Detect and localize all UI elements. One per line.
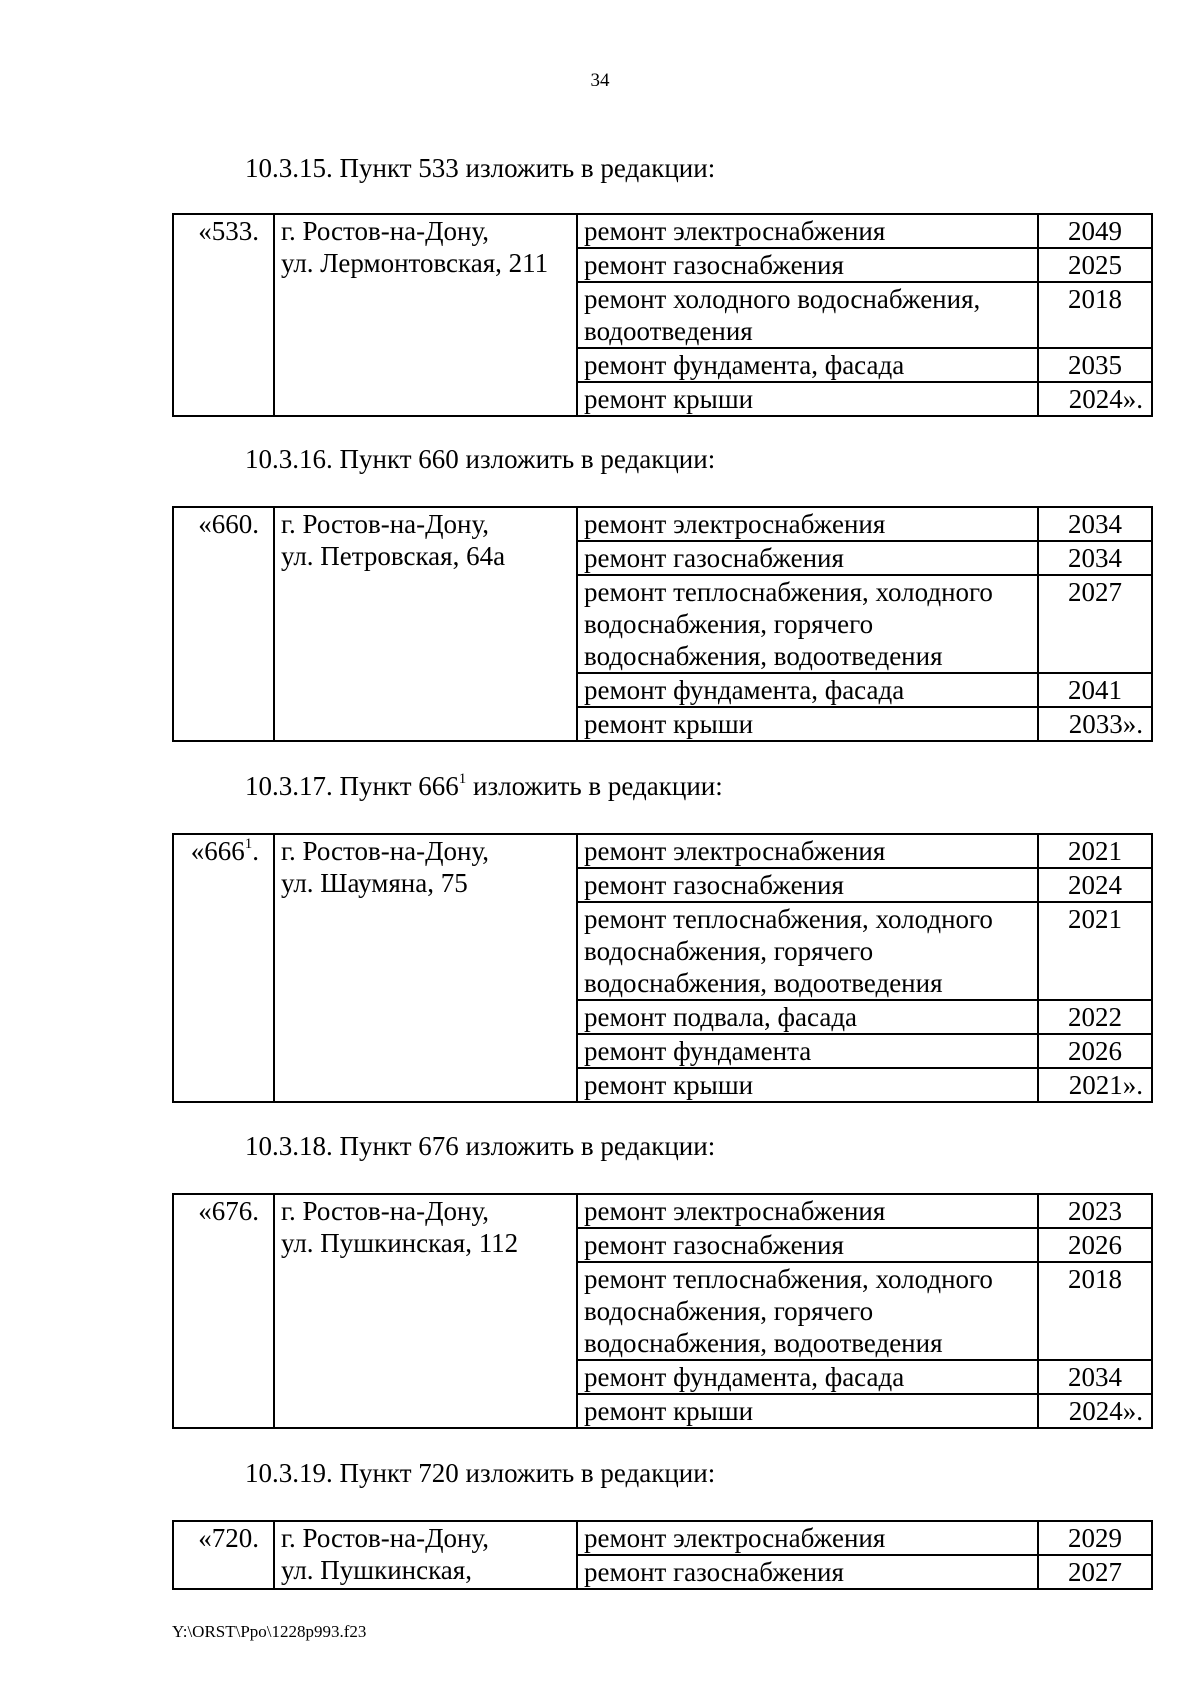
work-year: 2034 <box>1038 1360 1152 1394</box>
address-street: ул. Петровская, 64а <box>281 541 506 571</box>
address-cell <box>274 1194 577 1428</box>
work-type: ремонт крыши <box>577 1068 1038 1102</box>
work-year: 2024 <box>1038 868 1152 902</box>
work-type: ремонт фундамента, фасада <box>577 1360 1038 1394</box>
item-number: «720. <box>173 1521 274 1589</box>
work-year: 2022 <box>1038 1000 1152 1034</box>
work-type: ремонт крыши <box>577 707 1038 741</box>
work-type: ремонт фундамента, фасада <box>577 673 1038 707</box>
table-row <box>173 834 1152 868</box>
file-path-footer: Y:\ORST\Ppo\1228p993.f23 <box>172 1622 367 1641</box>
entry-table-533 <box>172 213 1153 417</box>
address-cell <box>274 507 577 741</box>
work-year: 2035 <box>1038 348 1152 382</box>
work-year: 2021 <box>1038 902 1152 1000</box>
section-heading-6661 <box>245 770 723 802</box>
work-type: ремонт теплоснабжения, холодного водоснабжения, горячего водоснабжения, водоотведения <box>577 902 1038 1000</box>
section-heading-660: 10.3.16. Пункт 660 изложить в редакции: <box>245 444 716 474</box>
work-year: 2027 <box>1038 1555 1152 1589</box>
address-street: ул. Пушкинская, <box>281 1555 472 1585</box>
work-year: 2018 <box>1038 1262 1152 1360</box>
work-type: ремонт подвала, фасада <box>577 1000 1038 1034</box>
address-cell <box>274 834 577 1102</box>
work-year: 2027 <box>1038 575 1152 673</box>
work-year: 2024». <box>1038 1394 1152 1428</box>
entry-table-6661 <box>172 833 1153 1103</box>
table-row <box>173 507 1152 541</box>
page-number: 34 <box>590 70 610 91</box>
item-number: «533. <box>173 214 274 416</box>
address-city: г. Ростов-на-Дону, <box>281 836 490 866</box>
work-year: 2034 <box>1038 541 1152 575</box>
table-row <box>173 1194 1152 1228</box>
work-type: ремонт фундамента, фасада <box>577 348 1038 382</box>
work-year: 2024». <box>1038 382 1152 416</box>
work-year: 2023 <box>1038 1194 1152 1228</box>
address-cell <box>274 1521 577 1589</box>
address-city: г. Ростов-на-Дону, <box>281 1196 490 1226</box>
heading-text: изложить в редакции: <box>466 771 723 801</box>
heading-superscript: 1 <box>458 771 467 787</box>
address-city: г. Ростов-на-Дону, <box>281 216 490 246</box>
address-street: ул. Шаумяна, 75 <box>281 868 468 898</box>
work-type: ремонт холодного водоснабжения, водоотведения <box>577 282 1038 348</box>
address-street: ул. Лермонтовская, 211 <box>281 248 549 278</box>
table-row <box>173 1521 1152 1555</box>
item-number <box>173 834 274 1102</box>
work-type: ремонт электроснабжения <box>577 834 1038 868</box>
work-type: ремонт газоснабжения <box>577 1555 1038 1589</box>
table-row <box>173 214 1152 248</box>
work-year: 2025 <box>1038 248 1152 282</box>
work-type: ремонт теплоснабжения, холодного водоснабжения, горячего водоснабжения, водоотведения <box>577 1262 1038 1360</box>
work-year: 2026 <box>1038 1034 1152 1068</box>
work-year: 2026 <box>1038 1228 1152 1262</box>
work-type: ремонт крыши <box>577 382 1038 416</box>
work-type: ремонт электроснабжения <box>577 1194 1038 1228</box>
address-city: г. Ростов-на-Дону, <box>281 1523 490 1553</box>
heading-text: 10.3.17. Пункт 666 <box>245 771 459 801</box>
work-type: ремонт крыши <box>577 1394 1038 1428</box>
item-number: «660. <box>173 507 274 741</box>
item-number: «676. <box>173 1194 274 1428</box>
work-year: 2029 <box>1038 1521 1152 1555</box>
work-type: ремонт электроснабжения <box>577 1521 1038 1555</box>
work-year: 2018 <box>1038 282 1152 348</box>
work-year: 2049 <box>1038 214 1152 248</box>
section-heading-676: 10.3.18. Пункт 676 изложить в редакции: <box>245 1131 716 1161</box>
address-city: г. Ростов-на-Дону, <box>281 509 490 539</box>
entry-table-676 <box>172 1193 1153 1429</box>
work-year: 2021 <box>1038 834 1152 868</box>
address-cell <box>274 214 577 416</box>
work-type: ремонт электроснабжения <box>577 507 1038 541</box>
section-heading-720: 10.3.19. Пункт 720 изложить в редакции: <box>245 1458 716 1488</box>
work-type: ремонт газоснабжения <box>577 1228 1038 1262</box>
entry-table-720 <box>172 1520 1153 1590</box>
item-number-text: «666 <box>190 836 245 866</box>
work-year: 2034 <box>1038 507 1152 541</box>
work-year: 2021». <box>1038 1068 1152 1102</box>
work-type: ремонт газоснабжения <box>577 248 1038 282</box>
item-number-text: . <box>252 836 259 866</box>
work-type: ремонт электроснабжения <box>577 214 1038 248</box>
work-type: ремонт газоснабжения <box>577 541 1038 575</box>
work-year: 2033». <box>1038 707 1152 741</box>
work-year: 2041 <box>1038 673 1152 707</box>
work-type: ремонт газоснабжения <box>577 868 1038 902</box>
address-street: ул. Пушкинская, 112 <box>281 1228 519 1258</box>
work-type: ремонт теплоснабжения, холодного водоснабжения, горячего водоснабжения, водоотведения <box>577 575 1038 673</box>
item-number-superscript: 1 <box>244 836 253 852</box>
work-type: ремонт фундамента <box>577 1034 1038 1068</box>
entry-table-660 <box>172 506 1153 742</box>
section-heading-533: 10.3.15. Пункт 533 изложить в редакции: <box>245 153 716 183</box>
